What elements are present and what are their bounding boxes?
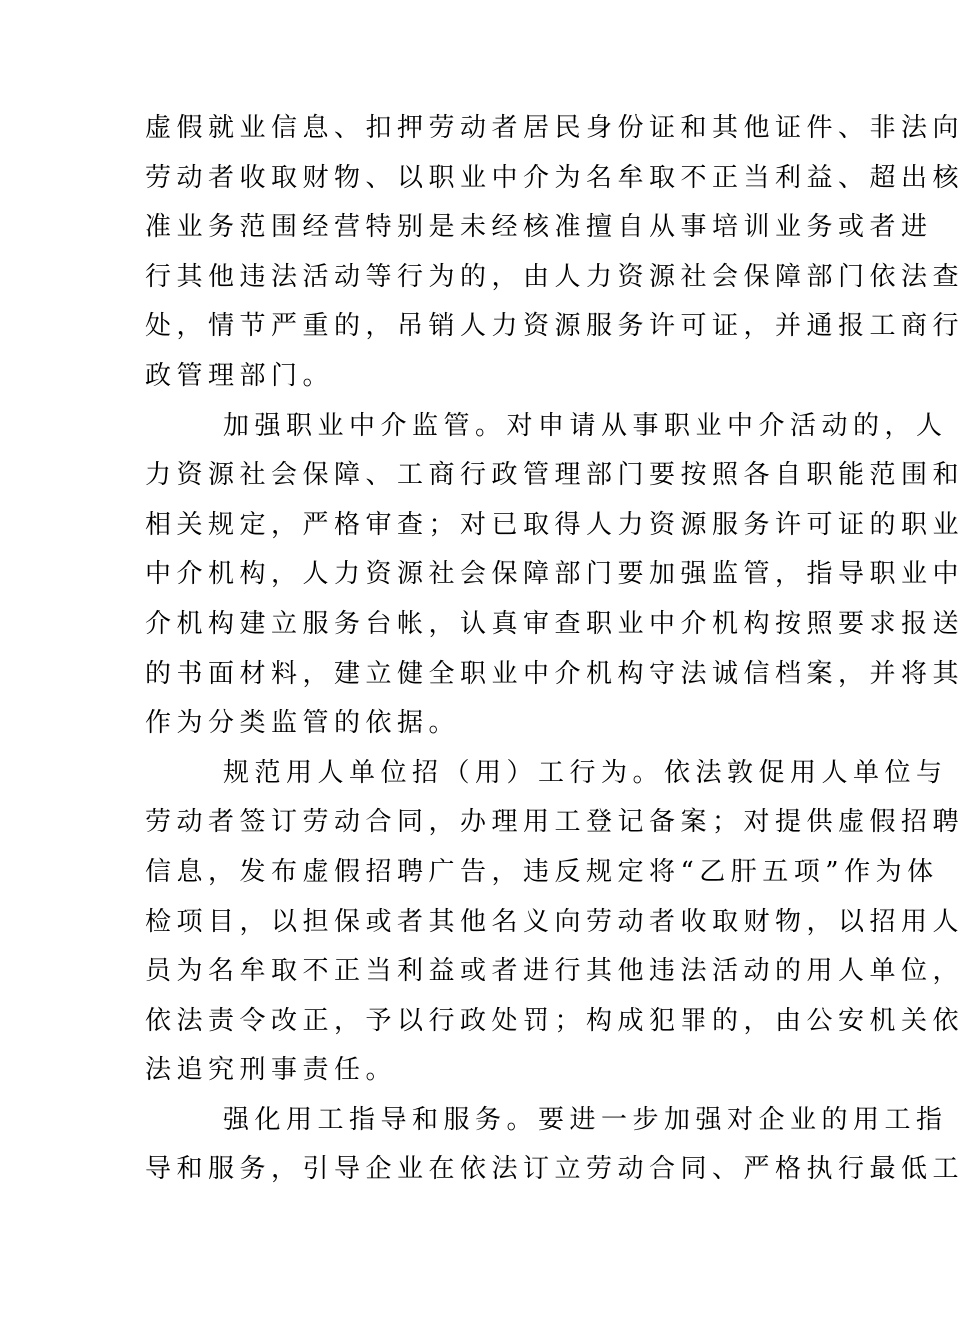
text-line: 员为名牟取不正当利益或者进行其他违法活动的用人单位， (145, 956, 964, 987)
text-line: 依法责令改正，予以行政处罚；构成犯罪的，由公安机关依 (145, 1005, 964, 1036)
paragraph-first-line: 强化用工指导和服务。要进一步加强对企业的用工指 (223, 1104, 948, 1135)
text-line: 法追究刑事责任。 (145, 1055, 398, 1086)
text-line: 虚假就业信息、扣押劳动者居民身份证和其他证件、非法向 (145, 113, 964, 143)
text-line: 作为分类监管的依据。 (145, 708, 461, 739)
text-line: 相关规定，严格审查；对已取得人力资源服务许可证的职业 (145, 509, 964, 540)
text-line: 信息，发布虚假招聘广告，违反规定将“乙肝五项”作为体 (145, 856, 939, 887)
text-line: 中介机构，人力资源社会保障部门要加强监管，指导职业中 (145, 559, 964, 590)
text-line: 导和服务，引导企业在依法订立劳动合同、严格执行最低工 (145, 1154, 964, 1185)
text-line: 检项目，以担保或者其他名义向劳动者收取财物，以招用人 (145, 906, 964, 937)
text-line: 力资源社会保障、工商行政管理部门要按照各自职能范围和 (145, 460, 964, 491)
text-line: 准业务范围经营特别是未经核准擅自从事培训业务或者进 (145, 212, 933, 243)
paragraph-first-line: 加强职业中介监管。对申请从事职业中介活动的，人 (223, 410, 948, 441)
text-line: 介机构建立服务台帐，认真审查职业中介机构按照要求报送 (145, 608, 964, 639)
paragraph-first-line: 规范用人单位招（用）工行为。依法敦促用人单位与 (223, 757, 948, 788)
text-line: 劳动者签订劳动合同，办理用工登记备案；对提供虚假招聘 (145, 807, 964, 838)
text-line: 行其他违法活动等行为的，由人力资源社会保障部门依法查 (145, 261, 964, 292)
text-line: 政管理部门。 (145, 360, 335, 391)
text-line: 劳动者收取财物、以职业中介为名牟取不正当利益、超出核 (145, 162, 964, 193)
text-line: 的书面材料，建立健全职业中介机构守法诚信档案，并将其 (145, 658, 964, 689)
text-line: 处，情节严重的，吊销人力资源服务许可证，并通报工商行 (145, 311, 964, 342)
document-body (145, 104, 964, 1195)
